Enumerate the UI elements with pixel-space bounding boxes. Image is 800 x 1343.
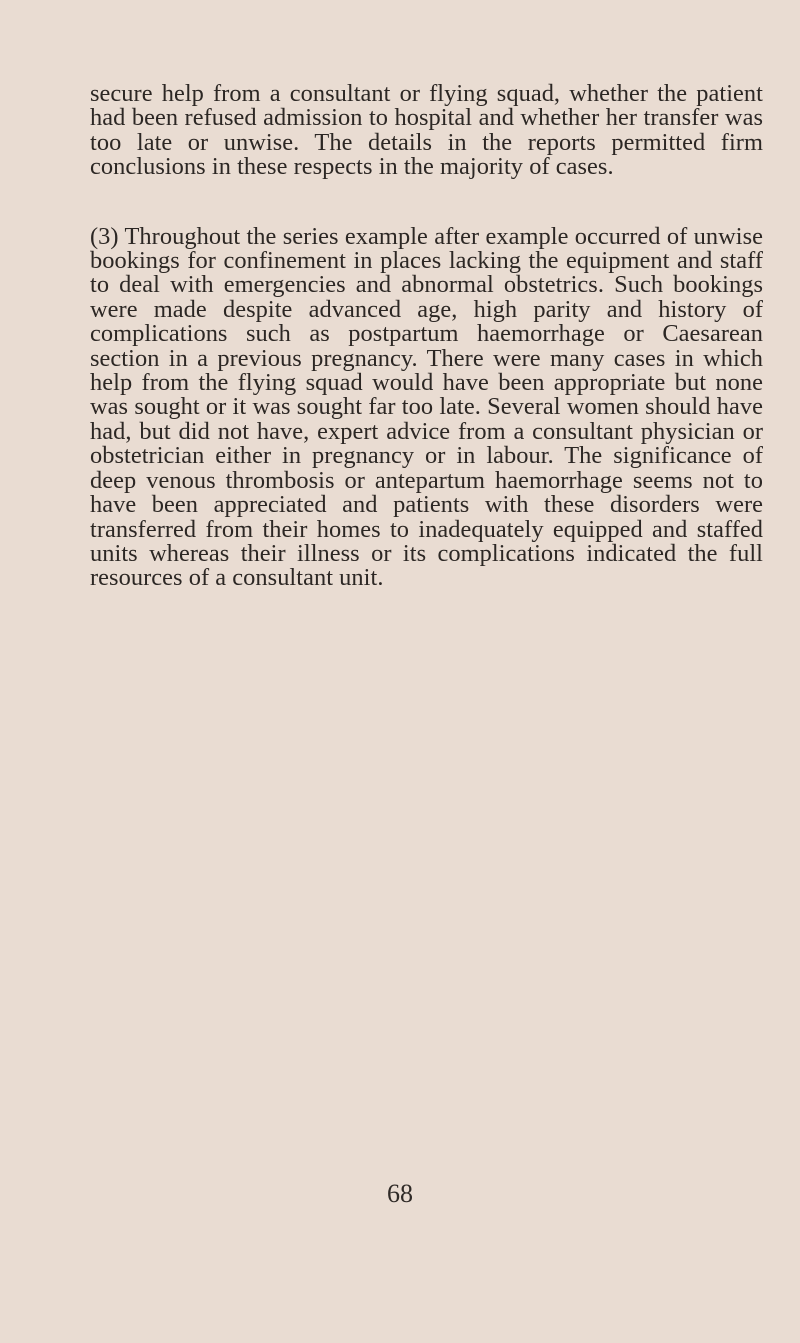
paragraph-numbered-point-3: (3) Throughout the series example after example occurred of unwise bookings for confinement in places lacking the equipment and staff to deal with emergencies and abnormal obstetrics. Such bookings were made despite advanced age, high parity and history of complications such as postpartum haemorrhage or Caesarean section in a previous pregnancy. There were many cases in which help from the flying squad would have been appropriate but none was sought or it was sought far too late. Several women should have had, but did not have, expert advice from a consultant physician or obstetrician either in pregnancy or in labour. The significance of deep venous thrombosis or antepartum haemorrhage seems not to have been appreciated and patients with these disorders were transferred from their homes to inadequately equipped and staffed units whereas their illness or its complications indicated the full resources of a consultant unit. — [90, 222, 763, 592]
paragraph-continued-text: secure help from a consultant or flying squad, whether the patient had been refused admission to hospital and whether her transfer was too late or unwise. The details in the reports permitted firm conclusions in these respects in the majority of cases. — [90, 80, 763, 181]
page-number: 68 — [387, 1179, 413, 1208]
